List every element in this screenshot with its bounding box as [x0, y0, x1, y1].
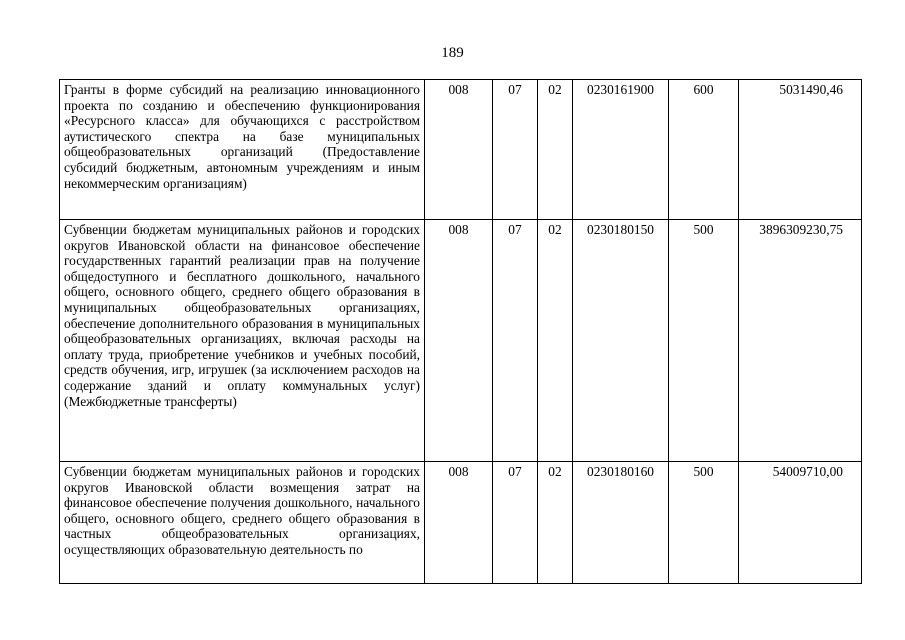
subsection-code: 02	[538, 220, 573, 462]
section-code: 07	[493, 462, 538, 584]
subsection-code: 02	[538, 462, 573, 584]
expense-type-code: 500	[669, 462, 739, 584]
table-row	[60, 462, 862, 584]
table-row	[60, 220, 862, 462]
amount-value: 3896309230,75	[739, 220, 862, 462]
budget-table	[59, 79, 862, 584]
row-description: Субвенции бюджетам муниципальных районов и городских округов Ивановской области на финансовое обеспечение государственных гарантий реализации прав на получение общедоступного и бесплатного дошкольного, начального общего, основного общего, среднего общего образования в муниципальных общеобразовательных организациях, обеспечение дополнительного образования в муниципальных общеобразовательных организациях, включая расходы на оплату труда, приобретение учебников и учебных пособий, средств обучения, игр, игрушек (за исключением расходов на содержание зданий и оплату коммунальных услуг) (Межбюджетные трансферты)	[60, 220, 425, 462]
row-description: Гранты в форме субсидий на реализацию инновационного проекта по созданию и обеспечению функционирования «Ресурсного класса» для обучающихся с расстройством аутистического спектра на базе муниципальных общеобразовательных организаций (Предоставление субсидий бюджетным, автономным учреждениям и иным некоммерческим организациям)	[60, 80, 425, 220]
expense-type-code: 600	[669, 80, 739, 220]
ministry-code: 008	[425, 220, 493, 462]
section-code: 07	[493, 80, 538, 220]
amount-value: 5031490,46	[739, 80, 862, 220]
table-row	[60, 80, 862, 220]
target-article-code: 0230180150	[573, 220, 669, 462]
section-code: 07	[493, 220, 538, 462]
row-description: Субвенции бюджетам муниципальных районов и городских округов Ивановской области возмещения затрат на финансовое обеспечение получения дошкольного, начального общего, основного общего, среднего общего образования в частных общеобразовательных организациях, осуществляющих образовательную деятельность по	[64, 464, 420, 557]
subsection-code: 02	[538, 80, 573, 220]
row-description-cell	[60, 462, 425, 584]
target-article-code: 0230180160	[573, 462, 669, 584]
ministry-code: 008	[425, 80, 493, 220]
amount-value: 54009710,00	[739, 462, 862, 584]
ministry-code: 008	[425, 462, 493, 584]
expense-type-code: 500	[669, 220, 739, 462]
target-article-code: 0230161900	[573, 80, 669, 220]
page-number: 189	[441, 45, 464, 61]
